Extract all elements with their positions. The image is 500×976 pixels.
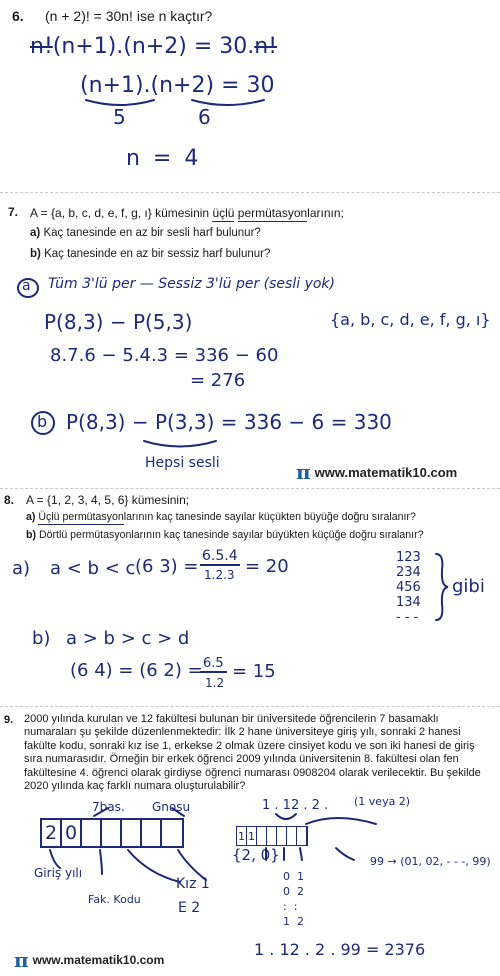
- digit-box: 2: [42, 820, 62, 846]
- q7-text-permutasyon: permütasyon: [237, 206, 308, 220]
- q8-example-item: 134: [396, 595, 421, 610]
- q6-cancel-left: n!: [30, 34, 53, 59]
- q8-sub-a-label: a): [26, 511, 36, 523]
- q8-a-order: a < b < c: [50, 558, 136, 579]
- q7-text-post: larının;: [307, 206, 344, 220]
- q9-label-kiz: Kız 1: [176, 876, 210, 892]
- q9-set-year: {2, 0}: [232, 846, 280, 864]
- question-6-number: 6.: [12, 8, 24, 24]
- q9-label-fak: Fak. Kodu: [88, 893, 141, 906]
- digit-box: 1: [247, 827, 257, 845]
- divider: [0, 706, 500, 707]
- q7-a-calc: 8.7.6 − 5.4.3 = 336 − 60: [50, 345, 279, 366]
- q8-examples-list: [396, 550, 421, 625]
- q7-sub-b-label: b): [30, 248, 41, 260]
- q8-sub-a-underlined: Üçlü permütasyon: [38, 511, 124, 523]
- q7-sub-b: [30, 248, 270, 260]
- digit-box: [287, 827, 297, 845]
- q6-answer: n = 4: [126, 146, 202, 171]
- q6-cancel-right: n!: [254, 34, 278, 59]
- q8-b-frac-top: 6.5: [200, 656, 227, 673]
- q7-text-pre: A = {a, b, c, d, e, f, g, ı} kümesinin: [30, 206, 213, 220]
- q8-sub-b: [26, 529, 423, 541]
- q9-top-note: (1 veya 2): [354, 795, 411, 808]
- q8-example-item: - - -: [396, 610, 419, 625]
- q9-label-gnosu: Gnosu: [152, 800, 191, 814]
- q8-b-order: a > b > c > d: [66, 628, 190, 649]
- digit-box: [122, 820, 142, 846]
- q8-examples-brace: [432, 552, 452, 622]
- q9-col-digit-row: : :: [283, 900, 298, 913]
- q9-label-giris: Giriş yılı: [34, 866, 83, 880]
- question-7-text: [30, 206, 344, 220]
- divider: [0, 192, 500, 193]
- q6-under-right: 6: [198, 105, 211, 129]
- question-8-text: A = {1, 2, 3, 4, 5, 6} kümesinin;: [26, 493, 190, 507]
- digit-box: [102, 820, 122, 846]
- digit-box: [142, 820, 162, 846]
- q7-sub-b-text: Kaç tanesinde en az bir sessiz harf bulunur?: [44, 248, 271, 260]
- watermark-text-2: www.matematik10.com: [32, 953, 165, 967]
- q9-col-digit-row: 0 1: [283, 870, 304, 883]
- q7-a-set: {a, b, c, d, e, f, g, ı}: [330, 310, 491, 329]
- q8-examples-note: gibi: [452, 576, 485, 597]
- q8-example-item: 456: [396, 580, 421, 595]
- digit-box: [277, 827, 287, 845]
- question-6-text: (n + 2)! = 30n! ise n kaçtır?: [45, 8, 213, 24]
- q9-col-digit-row: 1 2: [283, 915, 304, 928]
- q6-work-line1: [30, 34, 277, 59]
- q8-b-frac-bottom: 1.2: [205, 676, 225, 690]
- digit-box: 0: [62, 820, 82, 846]
- watermark-logo-1: [296, 460, 458, 484]
- q8-a-frac-top: 6.5.4: [202, 548, 238, 564]
- digit-box: [297, 827, 307, 845]
- q9-number-boxes: [40, 818, 184, 848]
- q7-a-mark: a: [22, 278, 31, 294]
- digit-box: 1: [237, 827, 247, 845]
- q8-sub-a: [26, 511, 416, 523]
- digit-box: [257, 827, 267, 845]
- q8-b-result: = 15: [232, 661, 276, 682]
- q8-sub-b-label: b): [26, 529, 36, 541]
- question-8-number: 8.: [4, 493, 15, 507]
- digit-box: [267, 827, 277, 845]
- pi-logo-icon: π: [14, 948, 29, 972]
- watermark-logo-2: [14, 948, 165, 972]
- q6-line1-text: (n+1).(n+2) = 30.: [52, 34, 255, 59]
- q8-b-comb: (6 4) = (6 2) =: [70, 660, 203, 681]
- q7-text-ucluu: üçlü: [212, 206, 235, 220]
- question-9-body: 2000 yılında kurulan ve 12 fakültesi bulunan bir üniversitede öğrencilerin 7 basamaklı numaraları şu şekilde düzenlenmektedir: İlk 2 hane üniversiteye giriş yılı, sonraki 2 hanesi fakülte kodu, sonraki kız ise 1, erkekse 2 olmak üzere cinsiyet kodu ve son iki hanesi de giriş sıra numarasıdır. Örneğin bir erkek öğrenci 2009 yılında üniversitenin 8. fakültesi olan fen fakültesine 4. öğrenci olarak girdiyse öğrenci numarası 0908204 olarak verilecektir. Bu şekilde 2020 yılında kaç farklı numara oluşturulabilir?: [24, 713, 481, 793]
- q8-sub-a-text: larının kaç tanesinde sayılar küçükten büyüğe doğru sıralanır?: [123, 511, 416, 523]
- q7-b-mark: b: [37, 412, 48, 431]
- pi-logo-icon: π: [296, 460, 311, 484]
- divider: [0, 488, 500, 489]
- q9-top-counts: 1 . 12 . 2 .: [262, 798, 329, 813]
- q8-a-mark: a): [12, 558, 31, 579]
- q8-example-item: 234: [396, 565, 421, 580]
- q8-a-frac-bottom: 1.2.3: [204, 568, 235, 582]
- q9-final: 1 . 12 . 2 . 99 = 2376: [254, 940, 426, 959]
- q8-b-mark: b): [32, 628, 51, 649]
- question-9-number: 9.: [4, 714, 14, 726]
- q7-sub-a-label: a): [30, 227, 41, 239]
- q9-range-99: 99 → (01, 02, - - -, 99): [370, 855, 491, 868]
- q7-b-note: Hepsi sesli: [145, 455, 220, 471]
- digit-box: [162, 820, 182, 846]
- q8-a-result: = 20: [245, 556, 289, 577]
- question-7-number: 7.: [8, 205, 19, 219]
- digit-box: [82, 820, 102, 846]
- q7-a-result: = 276: [190, 370, 246, 391]
- q9-small-boxes: [236, 826, 308, 846]
- q6-under-left: 5: [113, 105, 126, 129]
- q7-sub-a: [30, 227, 261, 239]
- q8-example-item: 123: [396, 550, 421, 565]
- q9-label-7bas: 7bas.: [92, 800, 125, 814]
- q9-col-digit-row: 0 2: [283, 885, 304, 898]
- q6-work-line2: (n+1).(n+2) = 30: [80, 73, 275, 98]
- q8-sub-b-text: Dörtlü permütasyonlarının kaç tanesinde sayılar büyükten küçüğe doğru sıralanır?: [38, 529, 424, 541]
- q9-label-e: E 2: [178, 900, 201, 916]
- q9-col-digits: [283, 869, 304, 929]
- q7-a-expr: P(8,3) − P(5,3): [44, 310, 193, 334]
- q8-a-comb: (6 3) =: [135, 556, 199, 577]
- q7-b-expr: P(8,3) − P(3,3) = 336 − 6 = 330: [66, 410, 392, 434]
- q7-b-brace: [140, 438, 220, 452]
- q7-a-text: Tüm 3'lü per — Sessiz 3'lü per (sesli yok): [48, 276, 335, 292]
- q7-sub-a-text: Kaç tanesinde en az bir sesli harf bulunur?: [43, 227, 261, 239]
- watermark-text-1: www.matematik10.com: [314, 464, 458, 480]
